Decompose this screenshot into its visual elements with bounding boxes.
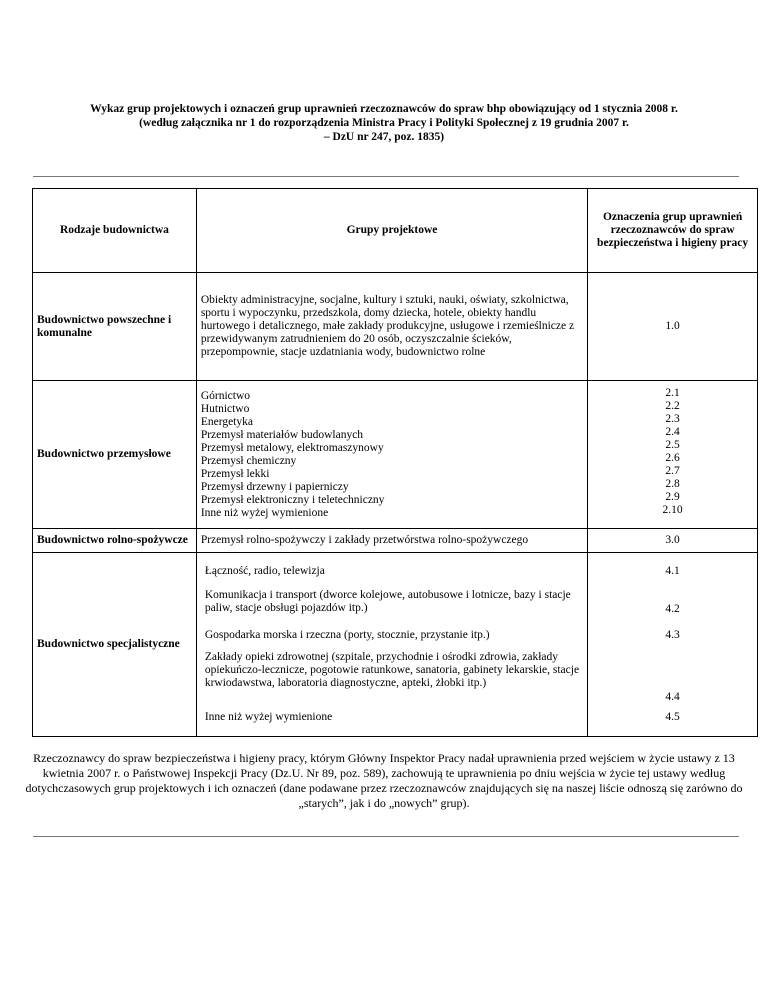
- code-item: 2.6: [665, 452, 680, 464]
- groups-cell: Przemysł rolno-spożywczy i zakłady przetwórstwa rolno-spożywczego: [196, 529, 587, 553]
- group-item: Przemysł chemiczny: [200, 454, 297, 467]
- header-title: Wykaz grup projektowych i oznaczeń grup uprawnień rzeczoznawców do spraw bhp obowiązujący od 1 stycznia 2008 r.: [90, 103, 678, 115]
- codes-cell: [588, 553, 758, 737]
- table-header-row: [33, 189, 758, 273]
- header-permission-codes: Oznaczenia grup uprawnień rzeczoznawców do spraw bezpieczeństwa i higieny pracy: [588, 189, 758, 273]
- group-item: Inne niż wyżej wymienione: [200, 506, 329, 519]
- table-row: [33, 381, 758, 529]
- header-design-groups: Grupy projektowe: [196, 189, 587, 273]
- bottom-divider: [33, 836, 739, 837]
- code-item: 2.8: [665, 478, 680, 490]
- top-divider: [33, 176, 739, 177]
- table-row: [33, 273, 758, 381]
- group-item: Gospodarka morska i rzeczna (porty, stocznie, przystanie itp.): [204, 628, 490, 641]
- category-cell: Budownictwo powszechne i komunalne: [33, 273, 197, 381]
- group-item: Zakłady opieki zdrowotnej (szpitale, przychodnie i ośrodki zdrowia, zakłady opiekuńczo-lecznicze, pogotowie ratunkowe, sanatoria, gabinety lekarskie, stacje krwiodawstwa, laboratoria diagnostyczne, apteki, żłobki itp.): [204, 650, 580, 689]
- code-item: 2.5: [665, 439, 680, 451]
- header-construction-types: Rodzaje budownictwa: [33, 189, 197, 273]
- table-row: [33, 529, 758, 553]
- group-item: Przemysł metalowy, elektromaszynowy: [200, 441, 384, 454]
- code-item: 2.3: [665, 413, 680, 425]
- footer-note: Rzeczoznawcy do spraw bezpieczeństwa i higieny pracy, którym Główny Inspektor Pracy nadał uprawnienia przed wejściem w życie ustawy z 13 kwietnia 2007 r. o Państwowej Inspekcji Pracy (Dz.U. Nr 89, poz. 589), zachowują te uprawnienia po dniu wejścia w życie tej ustawy według dotychczasowych grup projektowych i ich oznaczeń (dane podawane przez rzeczoznawców znajdujących się na naszej liście odnoszą się zarówno do „starych”, jak i do „nowych” grup).: [25, 751, 743, 810]
- groups-table: [32, 188, 758, 737]
- groups-cell: Obiekty administracyjne, socjalne, kultury i sztuki, nauki, oświaty, szkolnictwa, sportu i wypoczynku, przedszkola, domy dziecka, hotele, obiekty handlu hurtowego i detalicznego, małe zakłady produkcyjne, usługowe i rzemieślnicze z przewidywanym zatrudnieniem do 20 osób, oczyszczalnie ścieków, przepompownie, stacje uzdatniania wody, budownictwo rolne: [196, 273, 587, 381]
- group-item: Górnictwo: [200, 389, 250, 402]
- code-item: 2.1: [665, 387, 680, 399]
- group-item: Przemysł drzewny i papierniczy: [200, 480, 349, 493]
- header-citation: – DzU nr 247, poz. 1835): [323, 131, 445, 143]
- table-row: [33, 553, 758, 737]
- code-item: 4.2: [665, 602, 680, 615]
- category-cell: Budownictwo specjalistyczne: [33, 553, 197, 737]
- code-cell: 1.0: [588, 273, 758, 381]
- code-item: 4.4: [665, 690, 680, 703]
- group-item: Przemysł materiałów budowlanych: [200, 428, 364, 441]
- code-cell: 3.0: [588, 529, 758, 553]
- category-cell: Budownictwo rolno-spożywcze: [33, 529, 197, 553]
- group-item: Komunikacja i transport (dworce kolejowe, autobusowe i lotnicze, bazy i stacje paliw, stacje obsługi pojazdów itp.): [204, 588, 571, 614]
- group-item: Przemysł lekki: [200, 467, 270, 480]
- code-item: 2.4: [665, 426, 680, 438]
- code-item: 2.10: [662, 504, 683, 516]
- code-item: 2.2: [665, 400, 680, 412]
- document-header: [30, 102, 738, 144]
- code-item: 2.9: [665, 491, 680, 503]
- group-item: Łączność, radio, telewizja: [204, 564, 325, 577]
- code-item: 2.7: [665, 465, 680, 477]
- group-item: Hutnictwo: [200, 402, 250, 415]
- category-cell: Budownictwo przemysłowe: [33, 381, 197, 529]
- header-source: (według załącznika nr 1 do rozporządzenia Ministra Pracy i Polityki Społecznej z 19 grudnia 2007 r.: [139, 117, 629, 129]
- groups-cell: [196, 381, 587, 529]
- groups-cell: [196, 553, 587, 737]
- code-item: 4.3: [665, 628, 680, 641]
- group-item: Inne niż wyżej wymienione: [204, 710, 333, 723]
- codes-cell: [588, 381, 758, 529]
- group-item: Przemysł elektroniczny i teletechniczny: [200, 493, 385, 506]
- code-item: 4.1: [665, 564, 680, 577]
- code-item: 4.5: [665, 710, 680, 723]
- group-item: Energetyka: [200, 415, 253, 428]
